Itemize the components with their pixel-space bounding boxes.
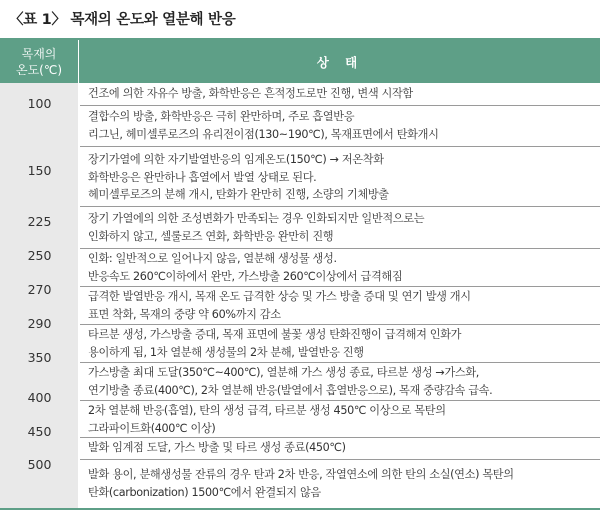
temperature-label: 150 xyxy=(27,163,52,178)
state-line: 탄화(carbonization) 1500℃에서 완결되지 않음 xyxy=(88,485,321,499)
header-temperature xyxy=(0,40,79,83)
bottom-rule xyxy=(0,508,600,510)
state-line: 헤미셀루로즈의 분해 개시, 탄화가 완만히 진행, 소량의 기체방출 xyxy=(88,188,389,201)
state-line: 발화 용이, 분해생성물 잔류의 경우 탄과 2차 반응, 작열연소에 의한 탄의 소실(연소) 목탄의 xyxy=(88,468,514,481)
state-line: 연기방출 종료(400℃), 2차 열분해 반응(발열에서 흡열반응으로), 목재 중량감속 급속. xyxy=(88,383,493,397)
state-line: 장기가열에 의한 자기발열반응의 임계온도(150℃) → 저온착화 xyxy=(88,153,384,166)
row-divider xyxy=(80,286,600,287)
temperature-label: 400 xyxy=(27,390,52,405)
state-line: 리그닌, 헤미셀루로즈의 유리전이점(130~190℃), 목재표면에서 탄화개시 xyxy=(88,127,439,141)
row-divider xyxy=(80,362,600,363)
state-line: 용이하게 됨, 1차 열분해 생성물의 2차 분해, 발열반응 진행 xyxy=(88,345,364,359)
temperature-label: 290 xyxy=(27,316,52,331)
state-line: 그라파이트화(400℃ 이상) xyxy=(88,421,216,435)
row-divider xyxy=(80,206,600,207)
state-line: 화학반응은 완만하나 흡열에서 발열 상태로 된다. xyxy=(88,170,317,184)
state-row xyxy=(88,210,596,245)
state-row xyxy=(88,466,596,501)
state-line: 반응속도 260℃이하에서 완만, 가스방출 260℃이상에서 급격해짐 xyxy=(88,269,403,283)
table-header xyxy=(0,40,600,83)
temperature-label: 225 xyxy=(27,214,52,229)
state-line: 인화: 일반적으로 일어나지 않음, 열분해 생성물 생성. xyxy=(88,252,337,265)
state-line: 건조에 의한 자유수 방출, 화학반응은 흔적정도로만 진행, 변색 시작함 xyxy=(88,87,413,100)
row-divider xyxy=(80,459,600,460)
state-row xyxy=(88,250,596,285)
state-line: 결합수의 방출, 화학반응은 극히 완만하며, 주로 흡열반응 xyxy=(88,110,355,123)
table-title: 〈표 1〉 목재의 온도와 열분해 반응 xyxy=(9,12,236,28)
state-line: 인화하지 않고, 셀룰로즈 연화, 화학반응 완만히 진행 xyxy=(88,229,334,243)
temperature-label: 270 xyxy=(27,282,52,297)
temperature-label: 250 xyxy=(27,248,52,263)
state-line: 2차 열분해 반응(흡열), 탄의 생성 급격, 타르분 생성 450℃ 이상으로 목탄의 xyxy=(88,404,446,417)
temperature-label: 500 xyxy=(27,457,52,472)
state-row xyxy=(88,108,596,143)
state-row xyxy=(88,364,596,399)
row-divider xyxy=(80,105,600,106)
state-row xyxy=(88,288,596,323)
header-state: 상 태 xyxy=(316,54,364,70)
row-divider xyxy=(80,437,600,438)
state-line: 장기 가열에의 의한 조성변화가 만족되는 경우 인화되지만 일반적으로는 xyxy=(88,212,425,225)
state-line: 표면 착화, 목재의 중량 약 60%까지 감소 xyxy=(88,307,281,321)
temperature-label: 100 xyxy=(27,96,52,111)
state-line: 급격한 발열반응 개시, 목재 온도 급격한 상승 및 가스 방출 증대 및 연기 발생 개시 xyxy=(88,290,471,303)
state-row xyxy=(88,85,596,103)
state-row xyxy=(88,151,596,204)
row-divider xyxy=(80,146,600,147)
row-divider xyxy=(80,248,600,249)
temperature-column xyxy=(0,83,79,509)
header-temperature-line1: 목재의 xyxy=(21,46,57,61)
row-divider xyxy=(80,400,600,401)
temperature-label: 350 xyxy=(27,350,52,365)
state-line: 타르분 생성, 가스방출 증대, 목재 표면에 불꽃 생성 탄화진행이 급격해져 인화가 xyxy=(88,328,462,341)
header-temperature-line2: 온도(℃) xyxy=(15,62,63,77)
state-line: 가스방출 최대 도달(350℃~400℃), 열분해 가스 생성 종료, 타르분 생성 →가스화, xyxy=(88,366,480,379)
row-divider xyxy=(80,324,600,325)
state-row xyxy=(88,402,596,437)
state-line: 발화 임계점 도달, 가스 방출 및 타르 생성 종료(450℃) xyxy=(88,441,346,454)
temperature-label: 450 xyxy=(27,424,52,439)
state-row xyxy=(88,439,596,457)
state-row xyxy=(88,326,596,361)
